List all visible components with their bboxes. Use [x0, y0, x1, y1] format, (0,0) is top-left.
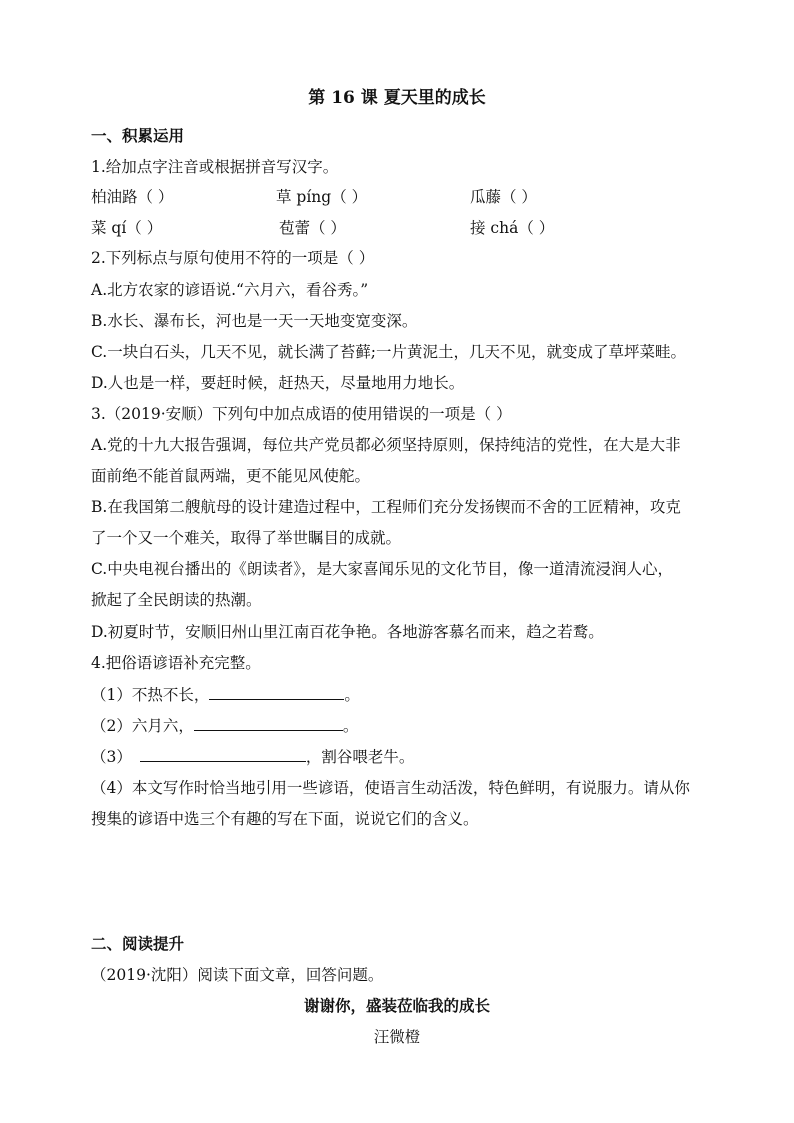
- article-author: 汪微橙: [373, 1028, 421, 1046]
- q4-sub1-end: 。: [344, 686, 360, 704]
- q1-item-6: 接 chá（ ）: [470, 219, 555, 237]
- article-title: 谢谢你，盛装莅临我的成长: [303, 996, 490, 1015]
- q1-item-5: 苞蕾（ ）: [279, 219, 346, 237]
- q4-sub1: [91, 684, 360, 705]
- q4-sub3-blank[interactable]: [140, 746, 306, 762]
- q1-item-3: 瓜藤（ ）: [470, 188, 537, 206]
- q4-sub2-end: 。: [342, 717, 359, 735]
- q1-item-1: 柏油路（ ）: [91, 188, 174, 206]
- q1-stem: 1.给加点字注音或根据拼音写汉字。: [91, 158, 339, 176]
- page-title: 第 16 课 夏天里的成长: [308, 88, 486, 108]
- q2-option-c: C.一块白石头，几天不见，就长满了苔藓;一片黄泥土，几天不见，就变成了草坪菜畦。: [91, 343, 686, 361]
- q4-sub1-blank[interactable]: [209, 684, 344, 700]
- q1-item-2: 草 píng（ ）: [276, 188, 368, 206]
- q2-option-a: A.北方农家的谚语说.“六月六，看谷秀。”: [91, 281, 369, 299]
- section-heading-2: 二、阅读提升: [91, 934, 185, 953]
- q3-option-b-line2: 了一个又一个难关，取得了举世瞩目的成就。: [91, 529, 402, 547]
- q2-option-d: D.人也是一样，要赶时候，赶热天，尽量地用力地长。: [91, 374, 465, 392]
- q3-option-b-line1: B.在我国第二艘航母的设计建造过程中，工程师们充分发扬锲而不舍的工匠精神，攻克: [91, 498, 681, 516]
- q4-sub2-text: （2）六月六，: [91, 717, 194, 735]
- q4-sub1-text: （1）不热不长，: [91, 686, 210, 704]
- q4-sub4-line1: （4）本文写作时恰当地引用一些谚语，使语言生动活泼，特色鲜明，有说服力。请从你: [91, 779, 690, 797]
- q3-option-d: D.初夏时节，安顺旧州山里江南百花争艳。各地游客慕名而来，趋之若鹜。: [91, 623, 604, 641]
- q3-option-c-line1: C.中央电视台播出的《朗读者》，是大家喜闻乐见的文化节目，像一道清流浸润人心，: [91, 560, 673, 578]
- q4-sub3: [91, 746, 414, 767]
- section-heading-1: 一、积累运用: [91, 126, 185, 145]
- q3-option-c-line2: 掀起了全民朗读的热潮。: [91, 591, 262, 609]
- q3-option-a-line2: 面前绝不能首鼠两端，更不能见风使舵。: [91, 467, 371, 485]
- q4-sub3-text: （3）: [91, 748, 132, 766]
- q4-sub2: [91, 715, 358, 736]
- q2-option-b: B.水长、瀑布长，河也是一天一天地变宽变深。: [91, 312, 418, 330]
- q3-stem: 3.（2019·安顺）下列句中加点成语的使用错误的一项是（ ）: [91, 405, 512, 423]
- q4-stem: 4.把俗语谚语补充完整。: [91, 654, 261, 672]
- q4-sub3-end: ，割谷喂老牛。: [305, 748, 415, 766]
- q3-option-a-line1: A.党的十九大报告强调，每位共产党员都必须坚持原则，保持纯洁的党性，在大是大非: [91, 436, 681, 454]
- q4-sub4-line2: 搜集的谚语中选三个有趣的写在下面，说说它们的含义。: [91, 810, 479, 828]
- reading-intro: （2019·沈阳）阅读下面文章，回答问题。: [91, 966, 384, 984]
- q2-stem: 2.下列标点与原句使用不符的一项是（ ）: [91, 249, 375, 267]
- q1-item-4: 菜 qí（ ）: [91, 219, 163, 237]
- q4-sub2-blank[interactable]: [194, 715, 343, 731]
